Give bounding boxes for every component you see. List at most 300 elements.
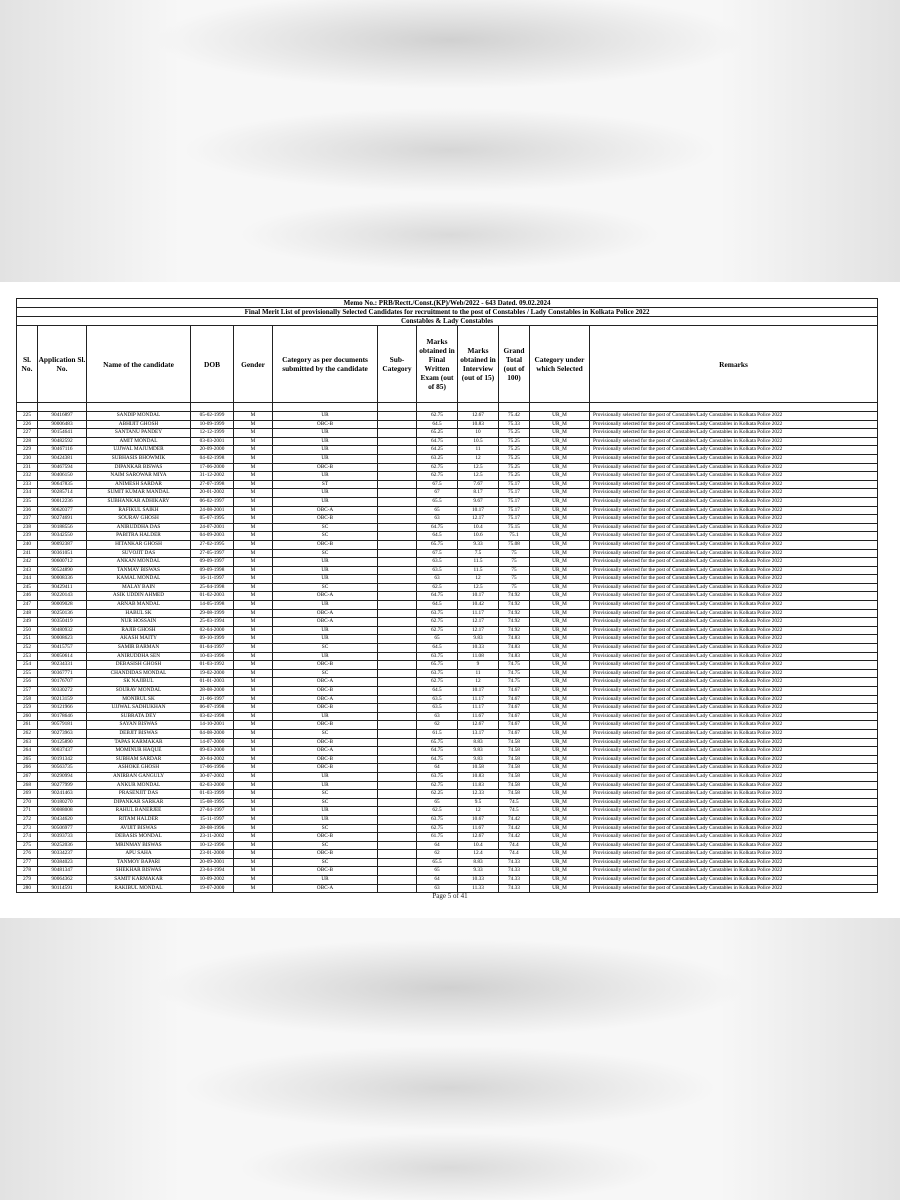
page-number: Page 5 of 41 — [432, 892, 468, 900]
cell-category: OBC-B — [273, 515, 378, 524]
cell-category: SC — [273, 532, 378, 541]
cell-sub-category — [378, 609, 417, 618]
cell-application-no: 90180270 — [38, 798, 87, 807]
cell-candidate-name: SAMIT KARMAKAR — [87, 876, 191, 885]
cell-grand-total: 75.25 — [499, 454, 530, 463]
cell-grand-total: 75 — [499, 575, 530, 584]
cell-gender: M — [234, 824, 273, 833]
cell-category: UR — [273, 712, 378, 721]
cell-remarks: Provisionally selected for the post of Constables/Lady Constables in Kolkata Police 2022 — [590, 833, 878, 842]
cell-sub-category — [378, 583, 417, 592]
cell-application-no: 90285714 — [38, 489, 87, 498]
cell-dob: 30-07-2002 — [191, 772, 234, 781]
cell-grand-total: 75.25 — [499, 429, 530, 438]
cell-remarks: Provisionally selected for the post of Constables/Lady Constables in Kolkata Police 2022 — [590, 429, 878, 438]
cell-candidate-name: PRASENJIT DAS — [87, 790, 191, 799]
cell-interview-marks: 12.67 — [458, 833, 499, 842]
cell-written-marks: 65.25 — [417, 429, 458, 438]
cell-category: UR — [273, 772, 378, 781]
cell-selected-category: UR_M — [530, 790, 590, 799]
table-row — [17, 695, 878, 704]
table-row — [17, 609, 878, 618]
cell-grand-total: 74.92 — [499, 609, 530, 618]
cell-interview-marks: 10.83 — [458, 420, 499, 429]
cell-category: UR — [273, 412, 378, 421]
cell-category: OBC-B — [273, 687, 378, 696]
cell-gender: M — [234, 618, 273, 627]
cell-written-marks: 63.5 — [417, 695, 458, 704]
cell-interview-marks: 9.33 — [458, 867, 499, 876]
cell-interview-marks: 9.5 — [458, 798, 499, 807]
cell-selected-category: UR_M — [530, 489, 590, 498]
cell-candidate-name: DEBASIS MONDAL — [87, 833, 191, 842]
cell-interview-marks: 11.67 — [458, 712, 499, 721]
cell-grand-total: 75.42 — [499, 412, 530, 421]
cell-interview-marks: 12 — [458, 678, 499, 687]
cell-selected-category: UR_M — [530, 626, 590, 635]
cell-sub-category — [378, 712, 417, 721]
cell-remarks: Provisionally selected for the post of Constables/Lady Constables in Kolkata Police 2022 — [590, 729, 878, 738]
cell-application-no: 90006483 — [38, 420, 87, 429]
cell-sub-category — [378, 669, 417, 678]
cell-dob: 14-07-2000 — [191, 738, 234, 747]
cell-sub-category — [378, 420, 417, 429]
cell-dob: 02-03-2000 — [191, 781, 234, 790]
cell-dob: 10-03-1996 — [191, 652, 234, 661]
cell-sub-category — [378, 876, 417, 885]
cell-sl-no: 251 — [17, 635, 38, 644]
cell-selected-category: UR_M — [530, 566, 590, 575]
cell-gender: M — [234, 437, 273, 446]
table-row — [17, 583, 878, 592]
cell-sub-category — [378, 532, 417, 541]
table-row — [17, 437, 878, 446]
cell-sl-no: 272 — [17, 815, 38, 824]
cell-gender: M — [234, 790, 273, 799]
cell-category: UR — [273, 429, 378, 438]
cell-written-marks: 63.75 — [417, 652, 458, 661]
cell-candidate-name: SUBHANKAR ADHIKARY — [87, 497, 191, 506]
cell-selected-category: UR_M — [530, 429, 590, 438]
cell-selected-category: UR_M — [530, 480, 590, 489]
cell-written-marks: 63.5 — [417, 704, 458, 713]
cell-grand-total: 74.33 — [499, 876, 530, 885]
cell-written-marks: 62.75 — [417, 412, 458, 421]
cell-category: UR — [273, 807, 378, 816]
cell-written-marks: 65.5 — [417, 497, 458, 506]
cell-selected-category: UR_M — [530, 678, 590, 687]
cell-grand-total: 74.67 — [499, 712, 530, 721]
cell-grand-total: 75.08 — [499, 540, 530, 549]
cell-dob: 06-07-1998 — [191, 704, 234, 713]
cell-sub-category — [378, 867, 417, 876]
cell-selected-category: UR_M — [530, 609, 590, 618]
cell-application-no: 90506977 — [38, 824, 87, 833]
cell-candidate-name: TAPAS KARMAKAR — [87, 738, 191, 747]
cell-candidate-name: TANMAY BISWAS — [87, 566, 191, 575]
cell-category: OBC-B — [273, 755, 378, 764]
cell-remarks: Provisionally selected for the post of Constables/Lady Constables in Kolkata Police 2022 — [590, 506, 878, 515]
cell-application-no: 90350419 — [38, 618, 87, 627]
cell-sub-category — [378, 858, 417, 867]
column-header-row — [17, 326, 878, 403]
cell-remarks: Provisionally selected for the post of Constables/Lady Constables in Kolkata Police 2022 — [590, 437, 878, 446]
cell-grand-total: 74.67 — [499, 687, 530, 696]
cell-gender: M — [234, 729, 273, 738]
cell-written-marks: 63.25 — [417, 454, 458, 463]
cell-application-no: 90121966 — [38, 704, 87, 713]
cell-sl-no: 237 — [17, 515, 38, 524]
cell-remarks: Provisionally selected for the post of Constables/Lady Constables in Kolkata Police 2022 — [590, 678, 878, 687]
cell-selected-category: UR_M — [530, 583, 590, 592]
cell-remarks: Provisionally selected for the post of Constables/Lady Constables in Kolkata Police 2022 — [590, 463, 878, 472]
cell-remarks: Provisionally selected for the post of Constables/Lady Constables in Kolkata Police 2022 — [590, 480, 878, 489]
cell-remarks: Provisionally selected for the post of Constables/Lady Constables in Kolkata Police 2022 — [590, 884, 878, 893]
cell-sl-no: 258 — [17, 695, 38, 704]
cell-written-marks: 67.5 — [417, 480, 458, 489]
cell-candidate-name: ANKAN MONDAL — [87, 558, 191, 567]
cell-sub-category — [378, 807, 417, 816]
table-row — [17, 463, 878, 472]
cell-category: UR — [273, 454, 378, 463]
cell-sub-category — [378, 695, 417, 704]
col-name: Name of the candidate — [87, 326, 191, 403]
cell-dob: 14-05-1998 — [191, 601, 234, 610]
cell-selected-category: UR_M — [530, 497, 590, 506]
cell-remarks: Provisionally selected for the post of Constables/Lady Constables in Kolkata Police 2022 — [590, 867, 878, 876]
table-row — [17, 807, 878, 816]
cell-selected-category: UR_M — [530, 807, 590, 816]
cell-selected-category: UR_M — [530, 781, 590, 790]
cell-sl-no: 244 — [17, 575, 38, 584]
cell-written-marks: 64.75 — [417, 523, 458, 532]
cell-category: OBC-A — [273, 592, 378, 601]
table-row — [17, 532, 878, 541]
cell-application-no: 90334237 — [38, 850, 87, 859]
cell-gender: M — [234, 575, 273, 584]
cell-application-no: 90188556 — [38, 523, 87, 532]
cell-gender: M — [234, 583, 273, 592]
cell-interview-marks: 12.5 — [458, 583, 499, 592]
cell-category: OBC-B — [273, 704, 378, 713]
cell-sl-no: 269 — [17, 790, 38, 799]
table-row — [17, 566, 878, 575]
cell-application-no: 90361051 — [38, 549, 87, 558]
cell-written-marks: 62.75 — [417, 472, 458, 481]
cell-selected-category: UR_M — [530, 412, 590, 421]
cell-selected-category: UR_M — [530, 635, 590, 644]
cell-written-marks: 63.75 — [417, 815, 458, 824]
cell-gender: M — [234, 446, 273, 455]
cell-gender: M — [234, 420, 273, 429]
cell-candidate-name: MRINMAY BISWAS — [87, 841, 191, 850]
cell-application-no: 90012236 — [38, 497, 87, 506]
cell-gender: M — [234, 815, 273, 824]
cell-interview-marks: 12.67 — [458, 721, 499, 730]
cell-interview-marks: 10.17 — [458, 592, 499, 601]
cell-category: UR — [273, 437, 378, 446]
cell-interview-marks: 12 — [458, 807, 499, 816]
cell-interview-marks: 7.67 — [458, 480, 499, 489]
cell-application-no: 90008336 — [38, 575, 87, 584]
cell-grand-total: 74.33 — [499, 884, 530, 893]
cell-written-marks: 63 — [417, 884, 458, 893]
cell-gender: M — [234, 609, 273, 618]
cell-written-marks: 65 — [417, 506, 458, 515]
cell-application-no: 90176707 — [38, 678, 87, 687]
cell-application-no: 90563735 — [38, 764, 87, 773]
cell-remarks: Provisionally selected for the post of Constables/Lady Constables in Kolkata Police 2022 — [590, 497, 878, 506]
cell-written-marks: 65 — [417, 867, 458, 876]
cell-written-marks: 65.5 — [417, 858, 458, 867]
cell-dob: 09-10-1999 — [191, 635, 234, 644]
cell-interview-marks: 11 — [458, 446, 499, 455]
cell-grand-total: 74.58 — [499, 772, 530, 781]
cell-gender: M — [234, 764, 273, 773]
cell-category: OBC-B — [273, 850, 378, 859]
cell-category: UR — [273, 566, 378, 575]
cell-candidate-name: UJJWAL MAJUMDER — [87, 446, 191, 455]
col-sub-category: Sub-Category — [378, 326, 417, 403]
cell-candidate-name: MALAY BAIN — [87, 583, 191, 592]
cell-application-no: 90415757 — [38, 644, 87, 653]
cell-selected-category: UR_M — [530, 841, 590, 850]
table-row — [17, 472, 878, 481]
cell-interview-marks: 13.17 — [458, 729, 499, 738]
cell-sub-category — [378, 540, 417, 549]
cell-interview-marks: 10.4 — [458, 523, 499, 532]
cell-candidate-name: ANIRUDDHA DAS — [87, 523, 191, 532]
cell-remarks: Provisionally selected for the post of Constables/Lady Constables in Kolkata Police 2022 — [590, 755, 878, 764]
cell-interview-marks: 10.42 — [458, 601, 499, 610]
cell-remarks: Provisionally selected for the post of Constables/Lady Constables in Kolkata Police 2022 — [590, 412, 878, 421]
cell-selected-category: UR_M — [530, 652, 590, 661]
cell-interview-marks: 11.5 — [458, 558, 499, 567]
cell-gender: M — [234, 876, 273, 885]
cell-written-marks: 65.75 — [417, 540, 458, 549]
cell-interview-marks: 9.83 — [458, 755, 499, 764]
cell-sub-category — [378, 446, 417, 455]
cell-sub-category — [378, 824, 417, 833]
cell-remarks: Provisionally selected for the post of Constables/Lady Constables in Kolkata Police 2022 — [590, 575, 878, 584]
table-row — [17, 876, 878, 885]
cell-application-no: 90600712 — [38, 558, 87, 567]
cell-remarks: Provisionally selected for the post of Constables/Lady Constables in Kolkata Police 2022 — [590, 704, 878, 713]
cell-dob: 04-02-1998 — [191, 454, 234, 463]
cell-written-marks: 62.75 — [417, 463, 458, 472]
table-row — [17, 549, 878, 558]
cell-remarks: Provisionally selected for the post of Constables/Lady Constables in Kolkata Police 2022 — [590, 807, 878, 816]
cell-sub-category — [378, 790, 417, 799]
cell-sub-category — [378, 704, 417, 713]
cell-written-marks: 62.75 — [417, 824, 458, 833]
cell-category: SC — [273, 841, 378, 850]
col-dob: DOB — [191, 326, 234, 403]
cell-application-no: 90393733 — [38, 833, 87, 842]
cell-dob: 24-08-2001 — [191, 506, 234, 515]
cell-dob: 10-09-1999 — [191, 420, 234, 429]
cell-dob: 01-03-1999 — [191, 790, 234, 799]
cell-candidate-name: DEBJIT BISWAS — [87, 729, 191, 738]
cell-gender: M — [234, 549, 273, 558]
cell-sl-no: 248 — [17, 609, 38, 618]
table-row — [17, 454, 878, 463]
cell-sl-no: 259 — [17, 704, 38, 713]
cell-remarks: Provisionally selected for the post of Constables/Lady Constables in Kolkata Police 2022 — [590, 721, 878, 730]
cell-sub-category — [378, 850, 417, 859]
cell-application-no: 90429411 — [38, 583, 87, 592]
cell-dob: 27-04-1997 — [191, 807, 234, 816]
cell-candidate-name: RITAM HALDER — [87, 815, 191, 824]
cell-sl-no: 239 — [17, 532, 38, 541]
table-row — [17, 601, 878, 610]
cell-sub-category — [378, 798, 417, 807]
cell-sl-no: 253 — [17, 652, 38, 661]
cell-candidate-name: NAIM SAROWAR MIYA — [87, 472, 191, 481]
cell-dob: 20-09-2000 — [191, 446, 234, 455]
cell-candidate-name: SUVOJIT DAS — [87, 549, 191, 558]
cell-sub-category — [378, 575, 417, 584]
cell-application-no: 90481347 — [38, 867, 87, 876]
cell-candidate-name: ARNAB MANDAL — [87, 601, 191, 610]
cell-application-no: 90088008 — [38, 807, 87, 816]
table-row — [17, 764, 878, 773]
cell-sl-no: 277 — [17, 858, 38, 867]
cell-dob: 06-02-1997 — [191, 497, 234, 506]
table-row — [17, 833, 878, 842]
cell-selected-category: UR_M — [530, 729, 590, 738]
cell-written-marks: 64.5 — [417, 644, 458, 653]
cell-remarks: Provisionally selected for the post of Constables/Lady Constables in Kolkata Police 2022 — [590, 549, 878, 558]
cell-written-marks: 64.75 — [417, 437, 458, 446]
cell-remarks: Provisionally selected for the post of Constables/Lady Constables in Kolkata Police 2022 — [590, 618, 878, 627]
cell-interview-marks: 12 — [458, 454, 499, 463]
cell-remarks: Provisionally selected for the post of Constables/Lady Constables in Kolkata Police 2022 — [590, 626, 878, 635]
table-row — [17, 678, 878, 687]
cell-written-marks: 63 — [417, 712, 458, 721]
cell-application-no: 90330272 — [38, 687, 87, 696]
table-row — [17, 712, 878, 721]
cell-remarks: Provisionally selected for the post of Constables/Lady Constables in Kolkata Police 2022 — [590, 532, 878, 541]
cell-candidate-name: DIPANKAR BISWAS — [87, 463, 191, 472]
cell-gender: M — [234, 747, 273, 756]
cell-gender: M — [234, 712, 273, 721]
cell-grand-total: 74.75 — [499, 661, 530, 670]
table-row — [17, 506, 878, 515]
cell-application-no: 90191342 — [38, 755, 87, 764]
cell-category: OBC-B — [273, 738, 378, 747]
cell-gender: M — [234, 798, 273, 807]
cell-selected-category: UR_M — [530, 687, 590, 696]
cell-category: UR — [273, 876, 378, 885]
cell-sub-category — [378, 833, 417, 842]
cell-written-marks: 62 — [417, 850, 458, 859]
cell-sub-category — [378, 661, 417, 670]
table-row — [17, 429, 878, 438]
cell-remarks: Provisionally selected for the post of Constables/Lady Constables in Kolkata Police 2022 — [590, 515, 878, 524]
cell-sl-no: 241 — [17, 549, 38, 558]
cell-selected-category: UR_M — [530, 738, 590, 747]
cell-written-marks: 65.75 — [417, 738, 458, 747]
cell-interview-marks: 12.67 — [458, 412, 499, 421]
cell-application-no: 90480932 — [38, 626, 87, 635]
cell-grand-total: 74.83 — [499, 644, 530, 653]
cell-candidate-name: SAYAN BISWAS — [87, 721, 191, 730]
cell-dob: 01-03-1992 — [191, 661, 234, 670]
cell-sub-category — [378, 549, 417, 558]
cell-sl-no: 265 — [17, 755, 38, 764]
cell-category: UR — [273, 446, 378, 455]
cell-grand-total: 74.75 — [499, 669, 530, 678]
cell-remarks: Provisionally selected for the post of Constables/Lady Constables in Kolkata Police 2022 — [590, 695, 878, 704]
cell-sl-no: 249 — [17, 618, 38, 627]
cell-dob: 19-02-2000 — [191, 669, 234, 678]
cell-sl-no: 266 — [17, 764, 38, 773]
col-category: Category as per documents submitted by the candidate — [273, 326, 378, 403]
cell-interview-marks: 10.67 — [458, 815, 499, 824]
cell-written-marks: 64.5 — [417, 687, 458, 696]
cell-selected-category: UR_M — [530, 592, 590, 601]
cell-grand-total: 74.67 — [499, 695, 530, 704]
cell-sl-no: 232 — [17, 472, 38, 481]
cell-grand-total: 75.33 — [499, 420, 530, 429]
cell-category: OBC-B — [273, 661, 378, 670]
cell-application-no: 90274691 — [38, 515, 87, 524]
cell-interview-marks: 12.5 — [458, 472, 499, 481]
cell-sl-no: 229 — [17, 446, 38, 455]
cell-sl-no: 263 — [17, 738, 38, 747]
cell-category: OBC-B — [273, 833, 378, 842]
cell-written-marks: 64.5 — [417, 532, 458, 541]
cell-sl-no: 233 — [17, 480, 38, 489]
cell-dob: 16-11-1997 — [191, 575, 234, 584]
cell-category: ST — [273, 480, 378, 489]
cell-selected-category: UR_M — [530, 661, 590, 670]
cell-written-marks: 64.25 — [417, 446, 458, 455]
cell-remarks: Provisionally selected for the post of Constables/Lady Constables in Kolkata Police 2022 — [590, 609, 878, 618]
cell-application-no: 90125890 — [38, 738, 87, 747]
cell-dob: 27-05-1997 — [191, 549, 234, 558]
table-row — [17, 815, 878, 824]
cell-dob: 15-11-1997 — [191, 815, 234, 824]
cell-dob: 10-09-2002 — [191, 876, 234, 885]
cell-category: UR — [273, 497, 378, 506]
cell-sl-no: 257 — [17, 687, 38, 696]
cell-written-marks: 62.25 — [417, 790, 458, 799]
table-row — [17, 446, 878, 455]
cell-candidate-name: ANIRBAN GANGULY — [87, 772, 191, 781]
cell-category: UR — [273, 626, 378, 635]
cell-candidate-name: RAKIBUL MONDAL — [87, 884, 191, 893]
cell-candidate-name: SOURAV MONDAL — [87, 687, 191, 696]
table-row — [17, 540, 878, 549]
col-grand-total: Grand Total (out of 100) — [499, 326, 530, 403]
table-row — [17, 480, 878, 489]
cell-candidate-name: ASIK UDDIN AHMED — [87, 592, 191, 601]
cell-remarks: Provisionally selected for the post of Constables/Lady Constables in Kolkata Police 2022 — [590, 601, 878, 610]
cell-interview-marks: 12.33 — [458, 790, 499, 799]
cell-application-no: 90277999 — [38, 781, 87, 790]
cell-interview-marks: 8.83 — [458, 738, 499, 747]
cell-category: SC — [273, 858, 378, 867]
cell-written-marks: 64.5 — [417, 420, 458, 429]
cell-remarks: Provisionally selected for the post of Constables/Lady Constables in Kolkata Police 2022 — [590, 790, 878, 799]
list-subtitle: Constables & Lady Constables — [17, 317, 878, 326]
cell-grand-total: 75 — [499, 566, 530, 575]
cell-remarks: Provisionally selected for the post of Constables/Lady Constables in Kolkata Police 2022 — [590, 523, 878, 532]
cell-gender: M — [234, 833, 273, 842]
cell-category: UR — [273, 815, 378, 824]
